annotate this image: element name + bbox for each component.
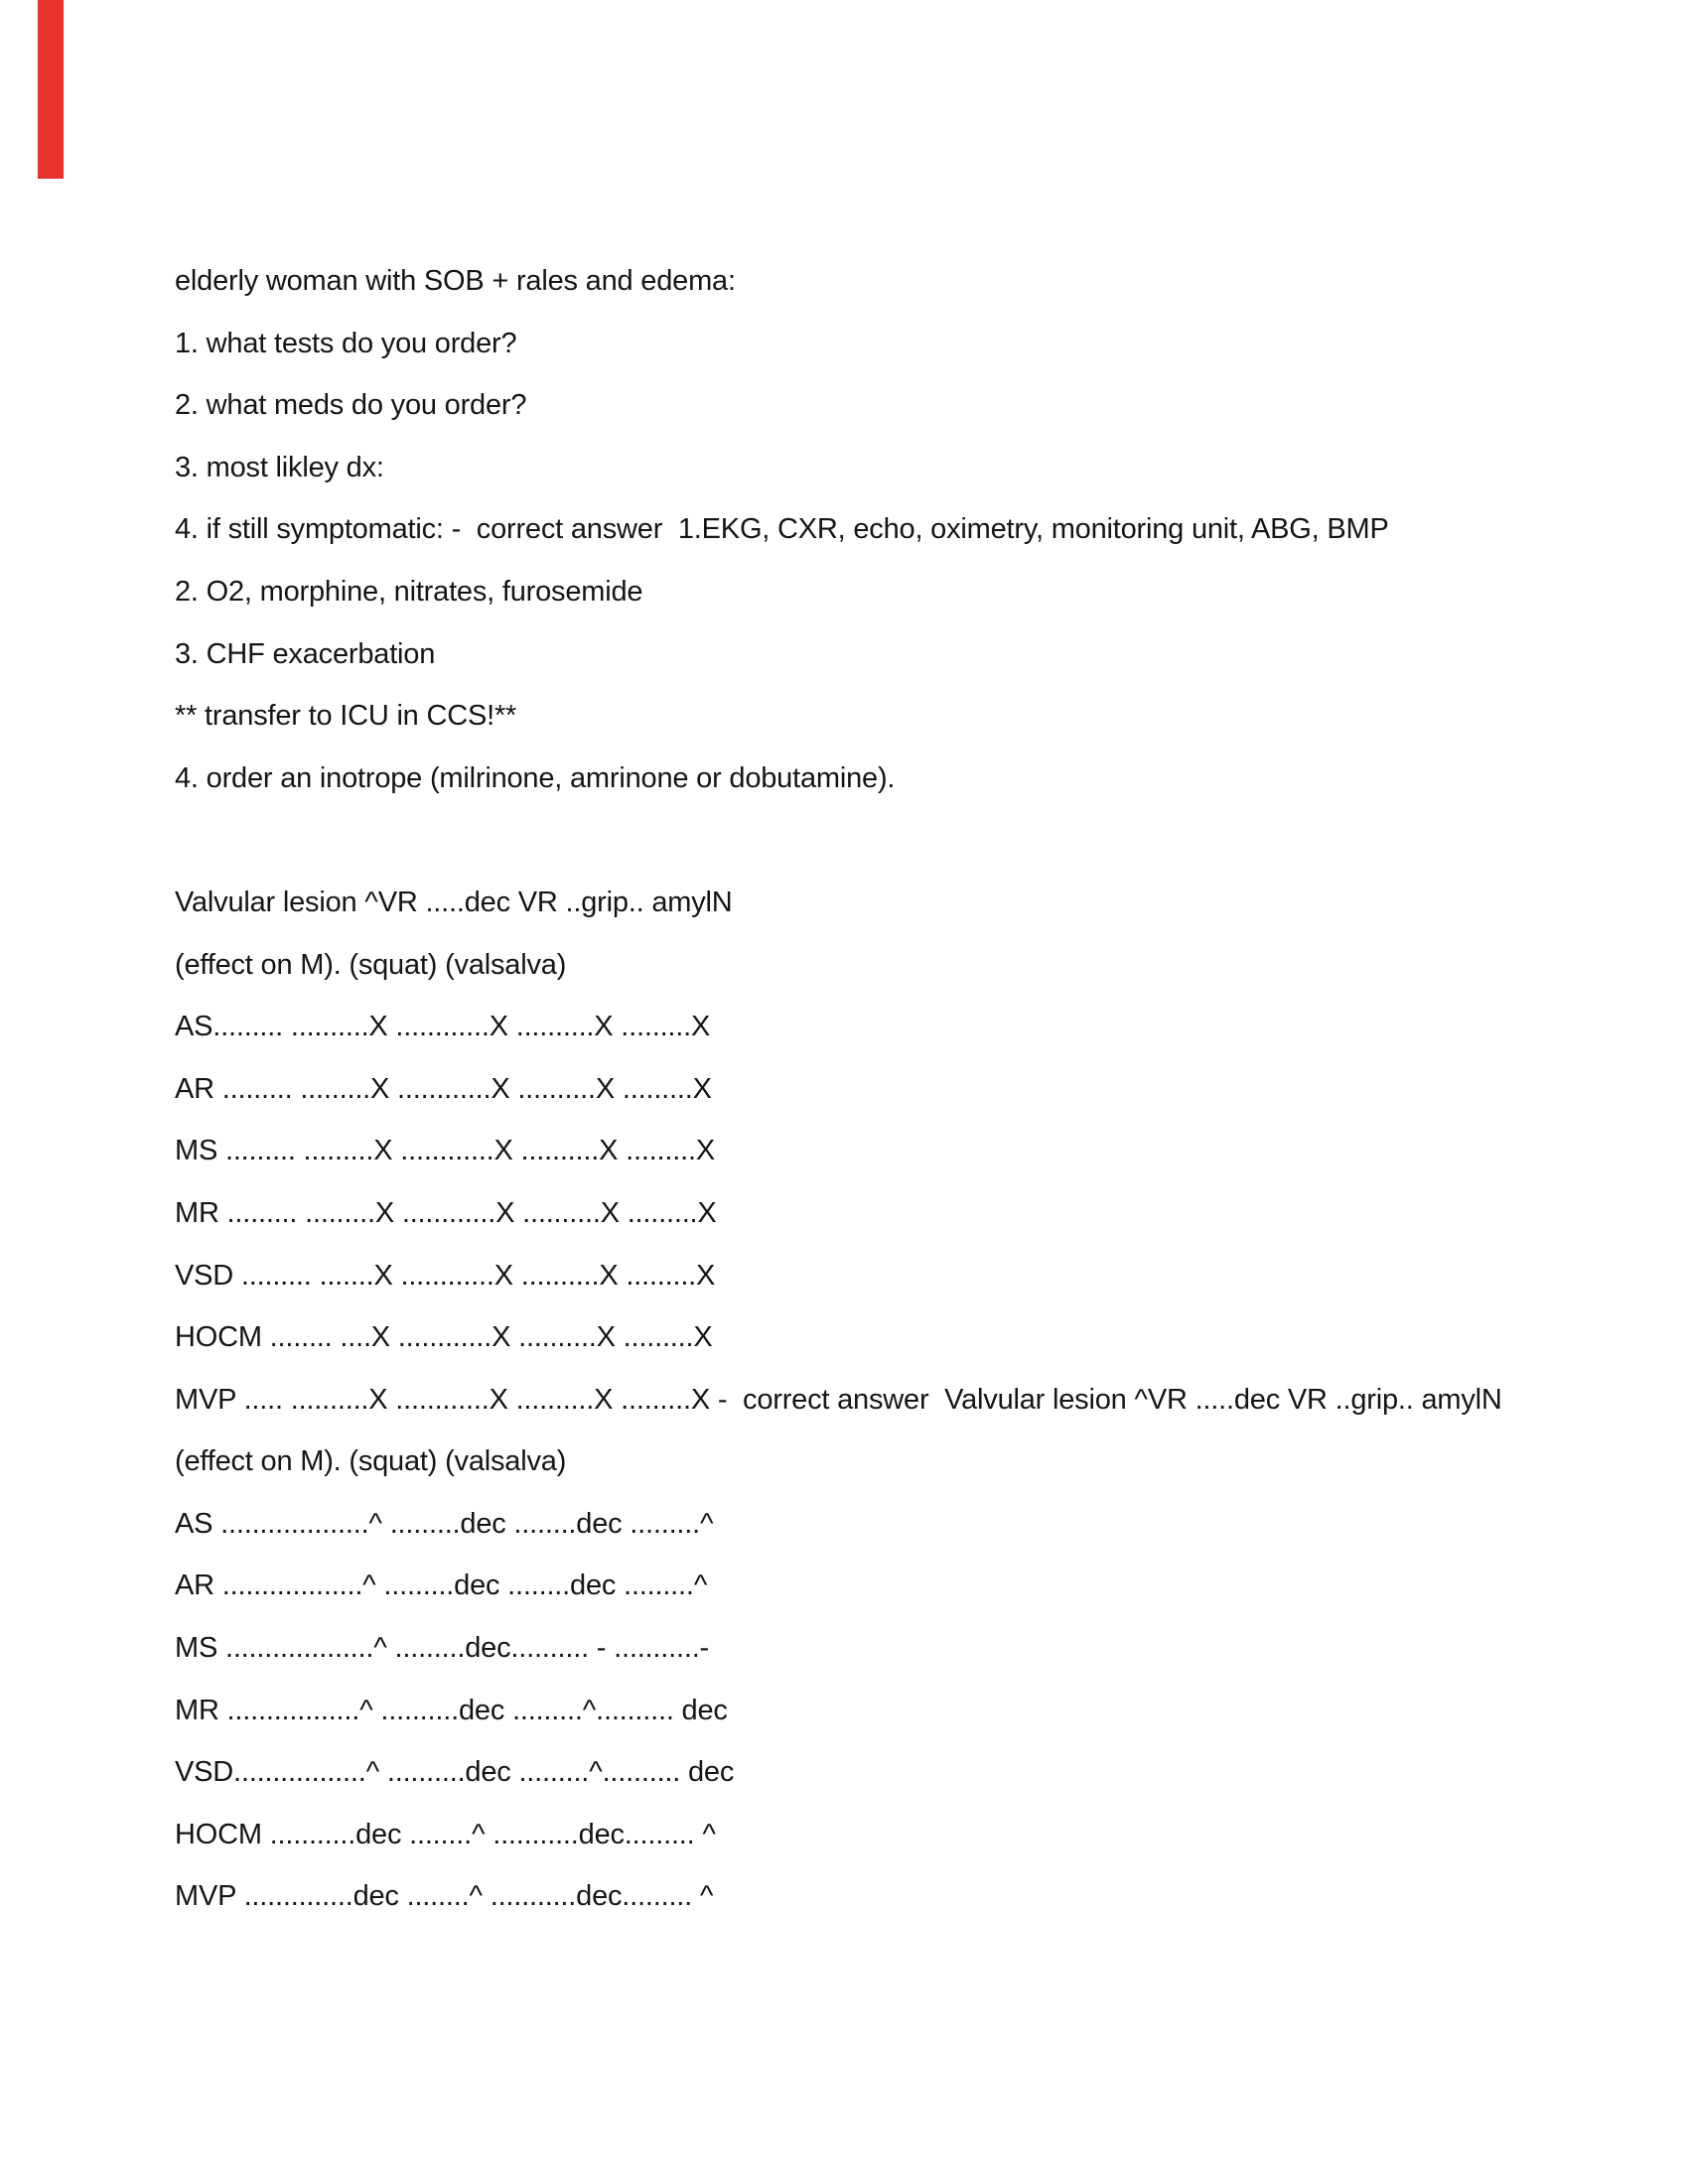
text-line-13: AS......... ..........X ............X ..........X .........X [175,1011,711,1043]
text-line-21: AS ...................^ .........dec ........dec .........^ [175,1507,714,1540]
text-line-1: elderly woman with SOB + rales and edema: [175,265,736,297]
notes-text-block [175,250,1502,1928]
text-line-24: MR .................^ ..........dec .........^.......... dec [175,1694,728,1726]
text-line-22: AR ..................^ .........dec ........dec .........^ [175,1570,708,1602]
text-line-16: MR ......... .........X ............X ..........X .........X [175,1196,717,1229]
text-line-19: MVP ..... ..........X ............X ..........X .........X - correct answer Valvular lesion ^VR .....dec VR ..grip.. amylN [175,1383,1502,1416]
text-line-4: 3. most likley dx: [175,451,384,483]
text-line-5: 4. if still symptomatic: - correct answer 1.EKG, CXR, echo, oximetry, monitoring unit, ABG, BMP [175,513,1389,546]
text-line-14: AR ......... .........X ............X ..........X .........X [175,1072,712,1105]
text-line-15: MS ......... .........X ............X ..........X .........X [175,1135,715,1167]
text-line-25: VSD.................^ ..........dec .........^.......... dec [175,1756,735,1789]
text-line-3: 2. what meds do you order? [175,389,527,422]
text-line-8: ** transfer to ICU in CCS!** [175,700,517,733]
text-line-2: 1. what tests do you order? [175,327,517,359]
text-line-27: MVP ..............dec ........^ ...........dec......... ^ [175,1880,714,1913]
text-line-11: Valvular lesion ^VR .....dec VR ..grip.. amylN [175,886,733,918]
text-line-20: (effect on M). (squat) (valsalva) [175,1445,567,1478]
text-line-6: 2. O2, morphine, nitrates, furosemide [175,575,643,608]
text-line-9: 4. order an inotrope (milrinone, amrinone or dobutamine). [175,761,896,794]
text-line-23: MS ...................^ .........dec.......... - ...........- [175,1632,710,1665]
text-line-17: VSD ......... .......X ............X ..........X .........X [175,1259,716,1292]
text-line-26: HOCM ...........dec ........^ ...........dec......... ^ [175,1818,716,1850]
red-bookmark-ribbon [38,0,64,179]
blank-line [175,809,1502,872]
text-line-12: (effect on M). (squat) (valsalva) [175,948,567,981]
text-line-18: HOCM ........ ....X ............X ..........X .........X [175,1321,713,1354]
text-line-7: 3. CHF exacerbation [175,637,436,670]
